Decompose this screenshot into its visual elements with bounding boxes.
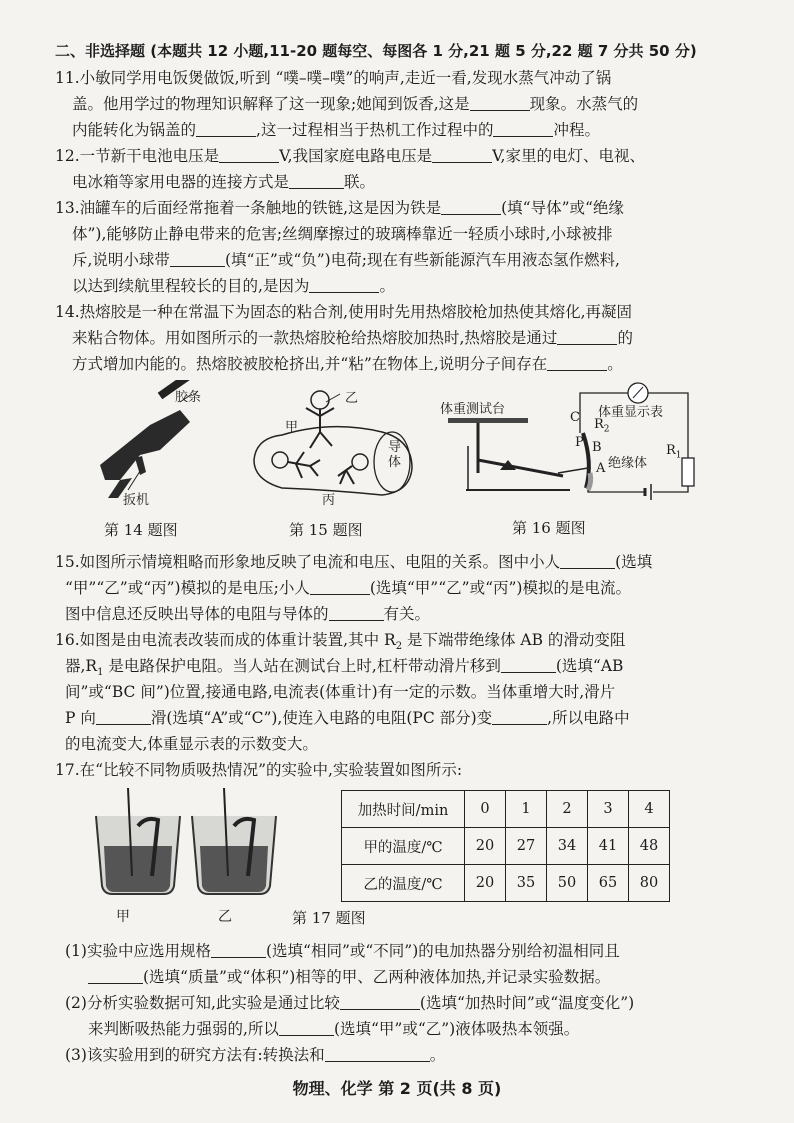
q11-line1: 11.小敏同学用电饭煲做饭,听到 “噗–噗–噗”的响声,走近一看,发现水蒸气冲动了锅: [55, 69, 612, 87]
label-beaker-yi: 乙: [218, 909, 232, 925]
q16-line1: 16.如图是由电流表改装而成的体重计装置,其中 $R_2$ 是下端带绝缘体 AB 的滑动变阻: [55, 631, 626, 653]
label-c: C: [570, 410, 580, 425]
q15-line2: “甲”“乙”或“丙”)模拟的是电压;小人 (选填“甲”“乙”或“丙”)模拟的是电流。: [65, 579, 631, 597]
label-trigger: 扳机: [123, 493, 150, 508]
figure-14-caption: 第 14 题图: [104, 521, 178, 539]
q17-part1-line1: (1)实验中应选用规格 (选填“相同”或“不同”)的电加热器分别给初温相同且: [65, 942, 620, 960]
q16-line3: 间”或“BC 间”)位置,接通电路,电流表(体重计)有一定的示数。当体重增大时,滑片: [65, 683, 616, 701]
answer-blank: [88, 968, 143, 984]
table-cell: 80: [629, 865, 670, 902]
figure-16-caption: 第 16 题图: [512, 519, 586, 537]
q15-line3: 图中信息还反映出导体的电阻与导体的 有关。: [65, 605, 431, 623]
label-p: P: [575, 435, 584, 450]
resistor-r1: [682, 458, 694, 486]
slider-arm: [558, 468, 588, 473]
answer-blank: [501, 657, 556, 673]
label-conductor: 导体: [388, 440, 402, 470]
label-insulator: 绝缘体: [608, 456, 648, 471]
row-label: 加热时间/min: [342, 791, 465, 828]
man-bing-body: [338, 466, 354, 484]
label-r2: $R_2$: [594, 417, 610, 435]
table-cell: 48: [629, 828, 670, 865]
q13-line2: 体”),能够防止静电带来的危害;丝绸摩擦过的玻璃棒靠近一轻质小球时,小球被排: [72, 225, 613, 243]
liquid-jia: [104, 846, 172, 892]
answer-blank: [279, 1020, 334, 1036]
figure-16-weight-scale-circuit: [438, 378, 708, 503]
answer-blank: [492, 709, 547, 725]
answer-blank: [211, 942, 266, 958]
table-cell: 20: [465, 828, 506, 865]
table-cell: 2: [547, 791, 588, 828]
table-cell: 20: [465, 865, 506, 902]
answer-blank: [493, 121, 553, 137]
table-cell: 27: [506, 828, 547, 865]
answer-blank: [329, 605, 384, 621]
label-test-platform: 体重测试台: [440, 402, 506, 417]
q17-part1-line2: (选填“质量”或“体积”)相等的甲、乙两种液体加热,并记录实验数据。: [0, 966, 794, 988]
table-cell: 4: [629, 791, 670, 828]
q13-line3: 斥,说明小球带 (填“正”或“负”)电荷;现在有些新能源汽车用液态氢作燃料,: [72, 251, 620, 269]
table-cell: 1: [506, 791, 547, 828]
section-title: 二、非选择题 (本题共 12 小题,11-20 题每空、每图各 1 分,21 题 5 分,22 题 7 分共 50 分): [55, 42, 697, 60]
q11-line3: 内能转化为锅盖的 ,这一过程相当于热机工作过程中的 冲程。: [72, 121, 600, 139]
figure-17-beakers: [88, 786, 298, 906]
q16-line2: 器$,R_1$ 是电路保护电阻。当人站在测试台上时,杠杆带动滑片移到 (选填“AB: [65, 657, 624, 679]
answer-blank: [432, 147, 492, 163]
answer-blank: [441, 199, 501, 215]
man-jia-body: [288, 452, 320, 478]
table-cell: 41: [588, 828, 629, 865]
q12-line2: 电冰箱等家用电器的连接方式是 联。: [72, 173, 376, 191]
table-cell: 35: [506, 865, 547, 902]
answer-blank: [219, 147, 279, 163]
table-cell: 50: [547, 865, 588, 902]
answer-blank: [289, 173, 344, 189]
man-yi-head: [311, 391, 329, 409]
answer-blank: [340, 994, 420, 1010]
table-row-time: [342, 791, 670, 828]
label-bing: 丙: [322, 493, 336, 508]
insulator-ab: [588, 473, 591, 490]
answer-blank: [560, 553, 615, 569]
row-label: 甲的温度/℃: [342, 828, 465, 865]
answer-blank: [547, 355, 607, 371]
answer-blank: [309, 277, 379, 293]
q11-line2: 盖。他用学过的物理知识解释了这一现象;她闻到饭香,这是 现象。水蒸气的: [72, 95, 639, 113]
table-row-yi: [342, 865, 670, 902]
q14-line3: 方式增加内能的。热熔胶被胶枪挤出,并“粘”在物体上,说明分子间存在 。: [72, 355, 623, 373]
label-r1: $R_1$: [666, 443, 682, 461]
figure-14-glue-gun: [80, 380, 230, 500]
label-b: B: [592, 440, 602, 455]
table-cell: 34: [547, 828, 588, 865]
wire-bottom-right: [653, 486, 688, 492]
man-bing-head: [352, 454, 368, 470]
q12-line1: 12.一节新干电池电压是 V,我国家庭电路电压是 V,家里的电灯、电视、: [55, 147, 645, 165]
q17-part3: (3)该实验用到的研究方法有:转换法和 。: [65, 1046, 446, 1064]
answer-blank: [196, 121, 256, 137]
table-cell: 0: [465, 791, 506, 828]
man-jia-head: [272, 452, 288, 468]
row-label: 乙的温度/℃: [342, 865, 465, 902]
figure-17-caption: 第 17 题图: [292, 909, 366, 927]
q17-part2-line2: 来判断吸热能力强弱的,所以 (选填“甲”或“乙”)液体吸热本领强。: [88, 1020, 580, 1038]
answer-blank: [310, 579, 370, 595]
q15-line1: 15.如图所示情境粗略而形象地反映了电流和电压、电阻的关系。图中小人 (选填: [55, 553, 653, 571]
answer-blank: [470, 95, 530, 111]
q14-line1: 14.热熔胶是一种在常温下为固态的粘合剂,使用时先用热熔胶枪加热使其熔化,再凝固: [55, 303, 633, 321]
label-weight-meter: 体重显示表: [598, 405, 664, 420]
q17-part2-line1: (2)分析实验数据可知,此实验是通过比较 (选填“加热时间”或“温度变化”): [65, 994, 635, 1012]
q16-line5: 的电流变大,体重显示表的示数变大。: [65, 735, 318, 753]
q17-line1: 17.在“比较不同物质吸热情况”的实验中,实验装置如图所示:: [55, 761, 463, 779]
table-cell: 3: [588, 791, 629, 828]
answer-blank: [557, 329, 617, 345]
q16-line4: P 向 滑(选填“A”或“C”),使连入电路的电阻(PC 部分)变 ,所以电路中: [65, 709, 630, 727]
liquid-yi: [200, 846, 268, 892]
page-footer: 物理、化学 第 2 页(共 8 页): [292, 1079, 502, 1098]
answer-blank: [170, 251, 225, 267]
lever: [478, 460, 563, 476]
q13-line4: 以达到续航里程较长的目的,是因为 。: [72, 277, 395, 295]
label-jia: 甲: [285, 420, 299, 435]
temperature-data-table: [341, 790, 670, 902]
wire-bottom-left: [588, 490, 645, 492]
answer-blank: [96, 709, 151, 725]
table-row-jia: [342, 828, 670, 865]
gun-trigger: [135, 456, 146, 475]
test-platform: [448, 418, 528, 423]
figure-15-caption: 第 15 题图: [289, 521, 363, 539]
answer-blank: [325, 1046, 430, 1062]
q13-line1: 13.油罐车的后面经常拖着一条触地的铁链,这是因为铁是 (填“导体”或“绝缘: [55, 199, 624, 217]
label-yi: 乙: [345, 391, 359, 406]
q14-line2: 来粘合物体。用如图所示的一款热熔胶枪给热熔胶加热时,热熔胶是通过 的: [72, 329, 633, 347]
label-beaker-jia: 甲: [116, 909, 130, 925]
table-cell: 65: [588, 865, 629, 902]
label-a: A: [596, 461, 606, 476]
label-glue-stick: 胶条: [175, 390, 202, 405]
